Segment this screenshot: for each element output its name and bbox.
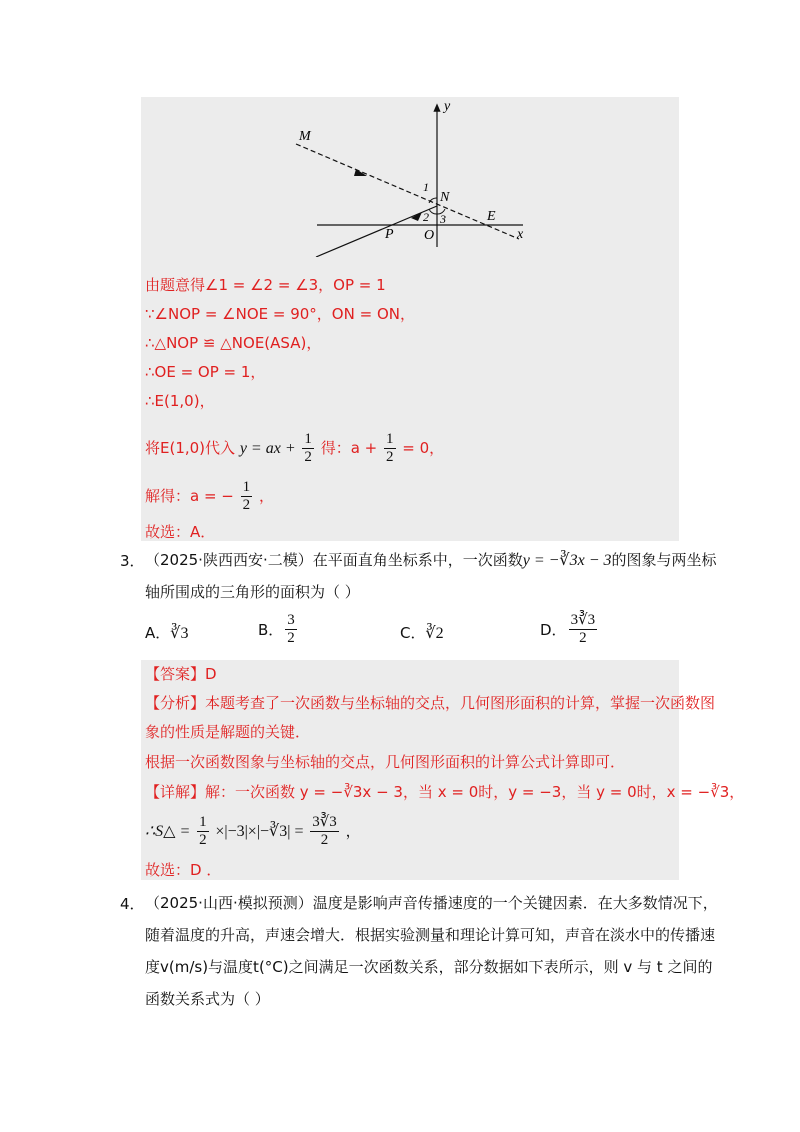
q3-option-c[interactable]: C．∛2	[400, 624, 444, 642]
reflected-ray	[316, 206, 437, 257]
ray-arrow	[354, 169, 367, 176]
q3-formula: y = −∛3x − 3	[522, 552, 612, 569]
q3-analysis-3: 根据一次函数图象与坐标轴的交点，几何图形面积的计算公式计算即可．	[145, 753, 626, 771]
q4-line1: （2025·山西·模拟预测）温度是影响声音传播速度的一个关键因素．在大多数情况下，	[145, 894, 718, 912]
prev-line-7: 解得：a = − $\frac{1}{2}$ ，	[145, 479, 274, 513]
substitute-eq: = 0，	[402, 439, 445, 457]
q3-option-d[interactable]: D． $\frac{3∛3}{2}$	[540, 612, 596, 646]
coordinate-figure	[141, 97, 679, 257]
label-E: E	[487, 209, 496, 224]
label-M: M	[299, 129, 311, 144]
substitute-text: 将E(1,0)代入	[145, 439, 236, 457]
label-N: N	[440, 190, 450, 205]
label-O: O	[424, 228, 435, 243]
substitute-result: 得：a +	[320, 439, 378, 457]
q4-line4: 函数关系式为（ ）	[145, 990, 270, 1008]
q4-number: 4．	[120, 895, 145, 913]
q3-analysis-2: 象的性质是解题的关键．	[145, 723, 311, 741]
prev-line-4: ∴OE = OP = 1，	[145, 363, 266, 381]
prev-line-3: ∴△NOP ≌ △NOE(ASA)，	[145, 334, 322, 352]
prev-line-5: ∴E(1,0)，	[145, 392, 215, 410]
prev-line-2: ∵∠NOP = ∠NOE = 90°，ON = ON，	[145, 305, 415, 323]
label-3: 3	[440, 212, 446, 226]
q3-option-a[interactable]: A．∛3	[145, 624, 189, 642]
substitute-formula: y = ax +	[239, 440, 296, 457]
q3-stem-line1: （2025·陕西西安·二模）在平面直角坐标系中，一次函数y = −∛3x − 3的图象与两坐标	[145, 551, 717, 569]
q4-line2: 随着温度的升高，声速会增大．根据实验测量和理论计算可知，声音在淡水中的传播速	[145, 926, 716, 944]
q3-detail: 【详解】解：一次函数 y = −∛3x − 3，当 x = 0时，y = −3，当 y = 0时，x = −∛3，	[145, 783, 745, 801]
q3-answer: 【答案】D	[145, 665, 217, 683]
prev-line-6: 将E(1,0)代入 y = ax + $\frac{1}{2}$ 得：a + $\frac{1}{2}$ = 0，	[145, 431, 445, 465]
label-y: y	[444, 99, 451, 114]
prev-choice: 故选：A．	[145, 523, 216, 541]
label-1: 1	[423, 180, 429, 194]
label-x: x	[517, 227, 524, 242]
q3-analysis-1: 【分析】本题考查了一次函数与坐标轴的交点，几何图形面积的计算，掌握一次函数图	[145, 694, 716, 712]
prev-line-1: 由题意得∠1 = ∠2 = ∠3，OP = 1	[145, 276, 386, 294]
q3-option-b[interactable]: B． $\frac{3}{2}$	[258, 612, 295, 646]
q4-line3: 度v(m/s)与温度t(°C)之间满足一次函数关系，部分数据如下表所示，则 v 与 t 之间的	[145, 958, 713, 976]
q3-choice: 故选：D ．	[145, 861, 222, 879]
q3-stem-line2: 轴所围成的三角形的面积为（ ）	[145, 583, 360, 601]
label-P: P	[385, 227, 394, 242]
label-2: 2	[423, 210, 429, 224]
solve-text: 解得：a = −	[145, 487, 234, 505]
q3-area: ∴S△ = $\frac{1}{2}$ ×|−3|×|−∛3| = $\frac{3∛3}{2}$ ，	[145, 814, 361, 848]
q3-number: 3．	[120, 552, 145, 570]
